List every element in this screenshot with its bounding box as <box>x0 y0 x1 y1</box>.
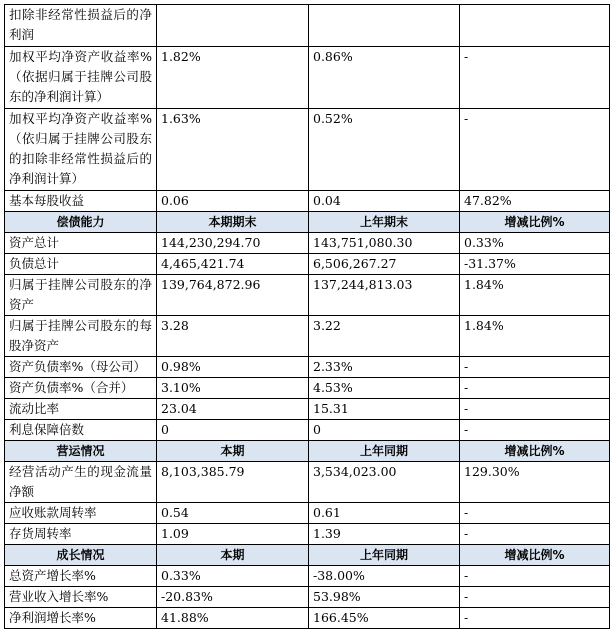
prior-value: 3,534,023.00 <box>309 462 460 503</box>
prior-value: 0.61 <box>309 503 460 524</box>
indicator-label: 资产负债率%（合并） <box>5 378 157 399</box>
prior-value: 0.04 <box>309 191 460 212</box>
prior-value: 4.53% <box>309 378 460 399</box>
indicator-label: 加权平均净资产收益率%（依归属于挂牌公司股东的扣除非经常性损益后的净利润计算） <box>5 109 157 191</box>
table-row <box>5 316 610 357</box>
current-value: 139,764,872.96 <box>157 275 309 316</box>
indicator-label: 应收账款周转率 <box>5 503 157 524</box>
change-ratio: 129.30% <box>460 462 610 503</box>
prior-value: 15.31 <box>309 399 460 420</box>
column-header: 本期期末 <box>157 212 309 233</box>
table-row <box>5 47 610 109</box>
change-ratio: - <box>460 109 610 191</box>
table-row <box>5 420 610 441</box>
prior-value: -38.00% <box>309 566 460 587</box>
table-row <box>5 399 610 420</box>
current-value: 8,103,385.79 <box>157 462 309 503</box>
section-header-row <box>5 545 610 566</box>
table-row <box>5 503 610 524</box>
financial-indicators-table-wrapper <box>4 4 609 629</box>
indicator-label: 存货周转率 <box>5 524 157 545</box>
indicator-label: 经营活动产生的现金流量净额 <box>5 462 157 503</box>
current-value: 1.63% <box>157 109 309 191</box>
change-ratio: 1.84% <box>460 275 610 316</box>
current-value: 0 <box>157 420 309 441</box>
prior-value: 137,244,813.03 <box>309 275 460 316</box>
indicator-label: 加权平均净资产收益率%（依据归属于挂牌公司股东的净利润计算） <box>5 47 157 109</box>
change-ratio: - <box>460 357 610 378</box>
indicator-label: 资产总计 <box>5 233 157 254</box>
current-value: -20.83% <box>157 587 309 608</box>
table-row <box>5 378 610 399</box>
table-row <box>5 566 610 587</box>
prior-value: 166.45% <box>309 608 460 629</box>
table-row <box>5 608 610 629</box>
indicator-label: 基本每股收益 <box>5 191 157 212</box>
current-value: 1.82% <box>157 47 309 109</box>
change-ratio: 1.84% <box>460 316 610 357</box>
table-row <box>5 109 610 191</box>
prior-value: 3.22 <box>309 316 460 357</box>
current-value: 0.06 <box>157 191 309 212</box>
current-value <box>157 5 309 47</box>
column-header: 增减比例% <box>460 545 610 566</box>
change-ratio: - <box>460 47 610 109</box>
table-body <box>5 5 610 629</box>
indicator-label: 总资产增长率% <box>5 566 157 587</box>
prior-value: 0.86% <box>309 47 460 109</box>
indicator-label: 扣除非经常性损益后的净利润 <box>5 5 157 47</box>
table-row <box>5 275 610 316</box>
table-row <box>5 5 610 47</box>
prior-value: 2.33% <box>309 357 460 378</box>
column-header: 本期 <box>157 441 309 462</box>
current-value: 0.98% <box>157 357 309 378</box>
indicator-label: 营业收入增长率% <box>5 587 157 608</box>
column-header: 本期 <box>157 545 309 566</box>
current-value: 0.54 <box>157 503 309 524</box>
change-ratio: - <box>460 420 610 441</box>
current-value: 3.10% <box>157 378 309 399</box>
column-header: 上年同期 <box>309 441 460 462</box>
current-value: 144,230,294.70 <box>157 233 309 254</box>
change-ratio: - <box>460 608 610 629</box>
change-ratio: - <box>460 378 610 399</box>
indicator-label: 资产负债率%（母公司） <box>5 357 157 378</box>
column-header: 增减比例% <box>460 212 610 233</box>
prior-value: 1.39 <box>309 524 460 545</box>
indicator-label: 净利润增长率% <box>5 608 157 629</box>
change-ratio: 0.33% <box>460 233 610 254</box>
prior-value: 53.98% <box>309 587 460 608</box>
change-ratio: - <box>460 587 610 608</box>
column-header: 增减比例% <box>460 441 610 462</box>
financial-indicators-table <box>4 4 610 629</box>
table-row <box>5 191 610 212</box>
change-ratio: 47.82% <box>460 191 610 212</box>
current-value: 0.33% <box>157 566 309 587</box>
table-row <box>5 254 610 275</box>
indicator-label: 负债总计 <box>5 254 157 275</box>
section-header-row <box>5 212 610 233</box>
column-header: 成长情况 <box>5 545 157 566</box>
indicator-label: 归属于挂牌公司股东的每股净资产 <box>5 316 157 357</box>
column-header: 上年期末 <box>309 212 460 233</box>
table-row <box>5 357 610 378</box>
change-ratio: - <box>460 524 610 545</box>
prior-value: 6,506,267.27 <box>309 254 460 275</box>
column-header: 上年同期 <box>309 545 460 566</box>
table-row <box>5 233 610 254</box>
indicator-label: 利息保障倍数 <box>5 420 157 441</box>
change-ratio: - <box>460 566 610 587</box>
section-header-row <box>5 441 610 462</box>
change-ratio <box>460 5 610 47</box>
column-header: 营运情况 <box>5 441 157 462</box>
prior-value: 0 <box>309 420 460 441</box>
prior-value: 0.52% <box>309 109 460 191</box>
table-row <box>5 524 610 545</box>
table-row <box>5 587 610 608</box>
current-value: 3.28 <box>157 316 309 357</box>
indicator-label: 归属于挂牌公司股东的净资产 <box>5 275 157 316</box>
current-value: 1.09 <box>157 524 309 545</box>
change-ratio: - <box>460 503 610 524</box>
current-value: 41.88% <box>157 608 309 629</box>
current-value: 4,465,421.74 <box>157 254 309 275</box>
column-header: 偿债能力 <box>5 212 157 233</box>
table-row <box>5 462 610 503</box>
prior-value <box>309 5 460 47</box>
indicator-label: 流动比率 <box>5 399 157 420</box>
current-value: 23.04 <box>157 399 309 420</box>
change-ratio: -31.37% <box>460 254 610 275</box>
prior-value: 143,751,080.30 <box>309 233 460 254</box>
change-ratio: - <box>460 399 610 420</box>
